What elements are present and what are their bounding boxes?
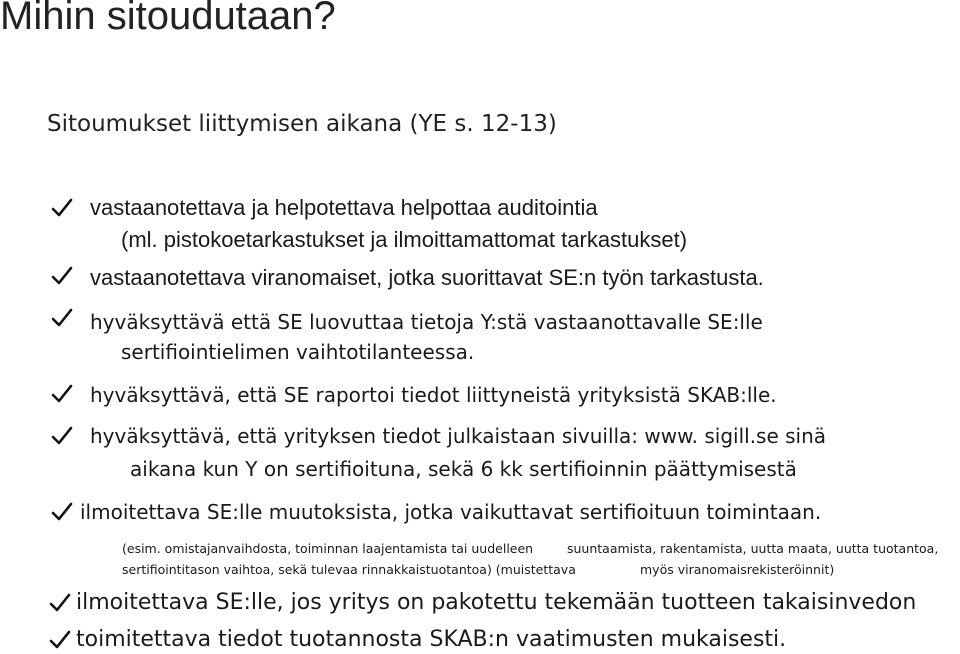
- list-item-text: ilmoitettava SE:lle, jos yritys on pakotettu tekemään tuotteen takaisinvedon: [76, 590, 917, 615]
- list-item-text-continued: aikana kun Y on sertifioituna, sekä 6 kk sertifioinnin päättymisestä: [130, 457, 797, 481]
- list-item-text: ilmoitettava SE:lle muutoksista, jotka vaikuttavat sertifioituun toimintaan.: [80, 500, 822, 524]
- list-item-text: toimitettava tiedot tuotannosta SKAB:n vaatimusten mukaisesti.: [76, 627, 787, 652]
- note-text: myös viranomaisrekisteröinnit): [640, 562, 835, 577]
- page-title: Mihin sitoudutaan?: [0, 0, 336, 38]
- list-item-text: vastaanotettava viranomaiset, jotka suorittavat SE:n työn tarkastusta.: [90, 265, 764, 290]
- list-item-text: hyväksyttävä, että SE raportoi tiedot liittyneistä yrityksistä SKAB:lle.: [90, 383, 777, 407]
- checkmark-icon: [50, 500, 74, 524]
- checkmark-icon: [50, 424, 74, 448]
- checkmark-icon: [48, 628, 72, 652]
- checkmark-icon: [50, 382, 74, 406]
- note-text: sertifiointitason vaihtoa, sekä tulevaa rinnakkaistuotantoa) (muistettava: [122, 562, 576, 577]
- checkmark-icon: [50, 196, 74, 220]
- checkmark-icon: [50, 306, 74, 330]
- list-item-text-continued: (ml. pistokoetarkastukset ja ilmoittamattomat tarkastukset): [121, 227, 688, 252]
- list-item-text: hyväksyttävä, että yrityksen tiedot julkaistaan sivuilla: www. sigill.se sinä: [90, 424, 827, 448]
- subtitle: Sitoumukset liittymisen aikana (YE s. 12-13): [47, 111, 557, 137]
- note-text: (esim. omistajanvaihdosta, toiminnan laajentamista tai uudelleen: [122, 541, 534, 556]
- checkmark-icon: [48, 591, 72, 615]
- list-item-text: vastaanotettava ja helpotettava helpottaa auditointia: [90, 195, 598, 220]
- list-item-text: hyväksyttävä että SE luovuttaa tietoja Y:stä vastaanottavalle SE:lle: [90, 310, 763, 334]
- list-item-text-continued: sertifiointielimen vaihtotilanteessa.: [121, 340, 475, 364]
- checkmark-icon: [50, 264, 74, 288]
- note-text: suuntaamista, rakentamista, uutta maata, uutta tuotantoa,: [567, 541, 939, 556]
